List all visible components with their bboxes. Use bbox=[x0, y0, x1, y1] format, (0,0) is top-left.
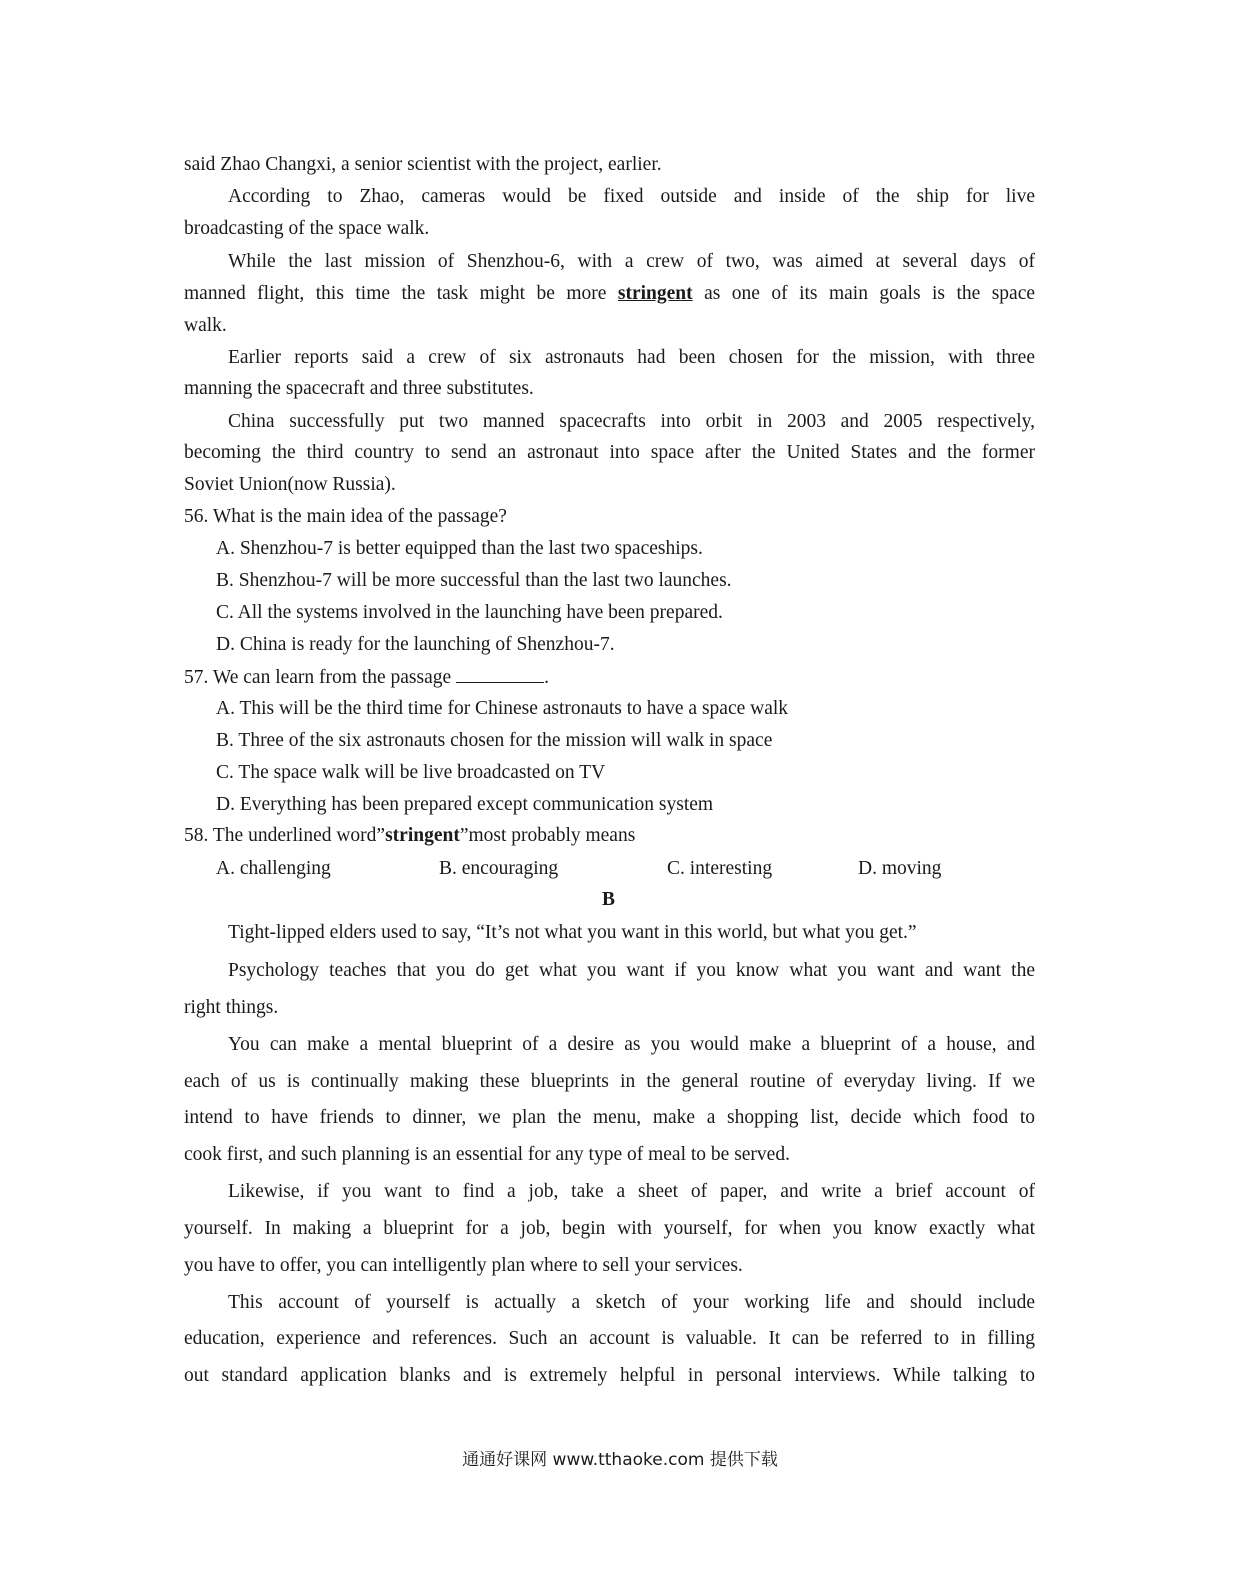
section-b-paragraph-line: right things. bbox=[184, 997, 279, 1018]
question-57-stem: 57. We can learn from the passage bbox=[184, 667, 452, 688]
passage-a-line: While the last mission of Shenzhou-6, with a crew of two, was aimed at several days of bbox=[228, 251, 1035, 272]
question-58-option-a: A. challenging bbox=[216, 858, 331, 879]
question-58-option-b: B. encouraging bbox=[439, 858, 559, 879]
question-57-stem-line bbox=[184, 666, 549, 689]
stem-period: . bbox=[544, 667, 549, 688]
underlined-word-stringent: stringent bbox=[617, 283, 693, 304]
section-b-heading: B bbox=[602, 889, 616, 910]
passage-a-text: manned flight, this time the task might be more bbox=[184, 283, 607, 304]
section-b-paragraph-line: cook first, and such planning is an essential for any type of meal to be served. bbox=[184, 1144, 790, 1165]
passage-a-line: manning the spacecraft and three substitutes. bbox=[184, 378, 534, 399]
section-b-paragraph-line: Tight-lipped elders used to say, “It’s not what you want in this world, but what you get.” bbox=[228, 922, 917, 943]
section-b-paragraph-line: Likewise, if you want to find a job, take a sheet of paper, and write a brief account of bbox=[228, 1181, 1035, 1202]
passage-a-line: China successfully put two manned spacecrafts into orbit in 2003 and 2005 respectively, bbox=[228, 411, 1035, 432]
question-57-option-d: D. Everything has been prepared except communication system bbox=[216, 794, 714, 815]
passage-a-line-with-underlined-word bbox=[184, 283, 1035, 305]
section-b-paragraph-line: intend to have friends to dinner, we plan the menu, make a shopping list, decide which food to bbox=[184, 1107, 1035, 1128]
question-56-option-d: D. China is ready for the launching of Shenzhou-7. bbox=[216, 634, 615, 655]
question-56-stem: 56. What is the main idea of the passage? bbox=[184, 506, 507, 527]
passage-a-line: said Zhao Changxi, a senior scientist with the project, earlier. bbox=[184, 154, 662, 175]
passage-a-text: as one of its main goals is the space bbox=[704, 283, 1036, 304]
question-58-bold-word: stringent bbox=[385, 825, 460, 846]
section-b-paragraph-line: you have to offer, you can intelligently plan where to sell your services. bbox=[184, 1255, 743, 1276]
passage-a-line: walk. bbox=[184, 315, 227, 336]
question-58-option-c: C. interesting bbox=[667, 858, 773, 879]
question-57-option-c: C. The space walk will be live broadcasted on TV bbox=[216, 762, 606, 783]
section-b-paragraph-line: Psychology teaches that you do get what you want if you know what you want and want the bbox=[228, 960, 1035, 981]
question-58-option-d: D. moving bbox=[858, 858, 942, 879]
section-b-paragraph-line: This account of yourself is actually a sketch of your working life and should include bbox=[228, 1292, 1035, 1313]
page-footer: 通通好课网 www.tthaoke.com 提供下载 bbox=[462, 1450, 778, 1470]
question-57-option-a: A. This will be the third time for Chinese astronauts to have a space walk bbox=[216, 698, 789, 719]
question-58-stem-line bbox=[184, 825, 635, 847]
question-58-stem-post: ”most probably means bbox=[459, 825, 636, 846]
question-56-option-a: A. Shenzhou-7 is better equipped than the last two spaceships. bbox=[216, 538, 703, 559]
section-b-paragraph-line: education, experience and references. Such an account is valuable. It can be referred to in filling bbox=[184, 1328, 1035, 1349]
passage-a-line: becoming the third country to send an astronaut into space after the United States and the former bbox=[184, 442, 1035, 463]
question-58-stem-pre: 58. The underlined word” bbox=[184, 825, 386, 846]
passage-a-line: According to Zhao, cameras would be fixed outside and inside of the ship for live bbox=[228, 186, 1035, 207]
answer-blank bbox=[456, 666, 544, 683]
section-b-paragraph-line: each of us is continually making these blueprints in the general routine of everyday living. If we bbox=[184, 1071, 1035, 1092]
question-57-option-b: B. Three of the six astronauts chosen for the mission will walk in space bbox=[216, 730, 773, 751]
passage-a-line: Earlier reports said a crew of six astronauts had been chosen for the mission, with three bbox=[228, 347, 1035, 368]
section-b-paragraph-line: You can make a mental blueprint of a desire as you would make a blueprint of a house, and bbox=[228, 1034, 1035, 1055]
section-b-paragraph-line: yourself. In making a blueprint for a job, begin with yourself, for when you know exactly what bbox=[184, 1218, 1035, 1239]
section-b-paragraph-line: out standard application blanks and is extremely helpful in personal interviews. While talking to bbox=[184, 1365, 1035, 1386]
passage-a-line: Soviet Union(now Russia). bbox=[184, 474, 396, 495]
passage-a-line: broadcasting of the space walk. bbox=[184, 218, 430, 239]
question-56-option-b: B. Shenzhou-7 will be more successful than the last two launches. bbox=[216, 570, 732, 591]
question-56-option-c: C. All the systems involved in the launching have been prepared. bbox=[216, 602, 723, 623]
